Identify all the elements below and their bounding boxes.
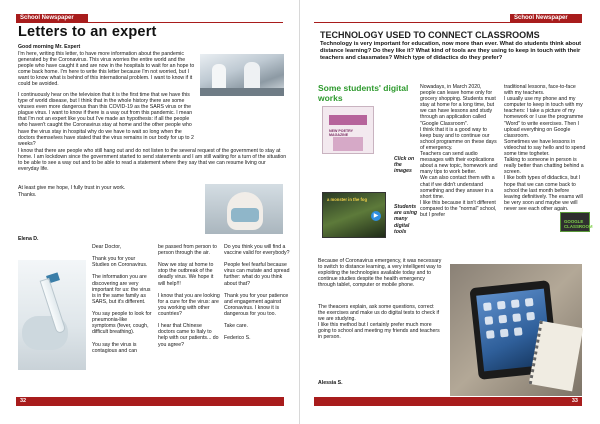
banner-rule: [314, 22, 582, 23]
footer-bar: [314, 397, 582, 406]
bottom-paragraph-2: The theacers explain, ask some questions, correct the exercises and make us do digital tests to check if we are studying. I like this method but I certainly prefer much more going to school and meeting my friends and teachers in person.: [318, 304, 440, 341]
mask-photo: [205, 184, 283, 234]
footer-bar: [16, 397, 284, 406]
letter-paragraph-1: I'm here, writing this letter, to have more information about the pandemic generated by the Coronavirus. This virus worries the entire world and the people who have caught it and are now in the hospitals to wait for an hope to come back home. I'm here to write this letter because I'm not worried, but I want to know what is behind of this international problem. I want to know if it could be avoided.: [18, 51, 195, 88]
page-title: TECHNOLOGY USED TO CONNECT CLASSROOMS: [320, 30, 540, 40]
google-classroom-sticker: [560, 212, 593, 232]
article-column-mid: Nowadays, in March 2020, people can leave home only for grocery shopping. Students must stay at home for a long time, but we can have lessons and study through an application called "Google Classroom". I think that it is a good way to keep busy and to continue our school programme on these days of emergency. Teachers can send audio messages with their explications about a new topic, homework and many tips to work better. We can also contact them with a chat if we didn't understand something and they answer in a short time. I like this because it isn't different compared to the "normal" school, but I prefer: [420, 84, 498, 218]
right-page: [300, 0, 600, 424]
reply-column-2: be passed from person to person through the air. Now we stay at home to stop the outbreak of the deadly virus. We hope it will help!!! I know that you are looking for a cure for the virus: are you working with other countries? I hear that Chinese doctors came to Italy to help with our patients... do you agree?: [158, 244, 220, 348]
page-number: 32: [20, 398, 27, 404]
bottom-paragraph-1: Because of Coronavirus emergency, it was necessary to switch to distance learning, a very intelligent way to exploiting the technologies available today and to continue studies despite the health emergency through tablet, computer or mobile phone.: [318, 258, 442, 289]
game-title: a monster in the fog: [327, 197, 368, 202]
letter-thanks: Thanks.: [18, 192, 37, 198]
digital-works-title: Some students' digital works: [318, 83, 409, 103]
banner-rule: [16, 22, 283, 23]
digital-works-box: [314, 82, 418, 252]
letter-greeting: Good morning Mr. Expert: [18, 44, 81, 50]
letter-paragraph-3: I know that there are people who still hang out and do not listen to the several request of the government to stay at home. I am lockdown since the government started to send statements and I am still waiting for a turn of the situation to be able to see a way out and to be able to read a statement where they say that we can resume living our everyday life.: [18, 148, 287, 173]
lab-photo: [200, 54, 284, 96]
article-column-right: traditional lessons, face-to-face with my teachers. I usually use my phone and my computer to keep in touch with my teachers: I take a picture of my homework or I use the programme "Word" to write exercises. Then I upload everything on Google classroom. Sometimes we have lessons in videochat to say hello and to spend some time togheter. Talking to someone in person is really better than chatting behind a screen. I like both types of didactics, but I hope that we can come back to school the last month before leaving definitively. The exams will be very soon and maybe we will never see each other again.: [504, 84, 586, 212]
newspaper-banner: School Newspaper: [16, 14, 88, 23]
students-caption: Students are using many digital tools: [394, 204, 418, 235]
reply-column-1: Dear Doctor, Thank you for your Studies on Coronavirus. The information you are discovering are very important for us: the virus is in the same family as SARS, but it's different. You say people to look for pneumonia-like symptoms (fever, cough, difficult breathing). You say the virus is contagious and can: [92, 244, 152, 354]
magazine-thumbnail[interactable]: [322, 106, 374, 154]
click-caption: Click on the images: [394, 156, 415, 175]
game-thumbnail[interactable]: [322, 192, 386, 238]
page-number: 33: [571, 398, 578, 404]
magazine-title: NEW POETRY MAGAZINE: [329, 129, 353, 137]
vial-photo: [18, 260, 86, 370]
newspaper-banner: School Newspaper: [510, 14, 582, 23]
article-signature: Alessia S.: [318, 380, 343, 386]
letter-closing: At least give me hope, I fully trust in your work.: [18, 185, 126, 191]
sticker-text: GOOGLE CLASSROOM: [564, 219, 593, 229]
intro-text: Technology is very important for education, now more than ever. What do students think about distance learning? Do they like it? What kind of tools are they using to keep in touch with their teachers and classmates? Which type of didactics do they prefer?: [320, 41, 582, 61]
letter-paragraph-2: I continuously hear on the television that it is the first time that we have this type of world disease, but I think that in the whole history there are some viruses even more dangerous than this COVID-19 as the SARS virus or the plague virus. I want to know if there is a way out from this pandemic. I mean that I'm not an expert like you but I've made an hypothesis: if all the people who haven't caught the Coronavirus stay at home and the other people who have the virus stay in hospital why do we have to wait so long when the doctors themselves have stated that the virus remains in our body for up to 2 weeks?: [18, 92, 194, 147]
page-title: Letters to an expert: [18, 24, 157, 40]
play-icon[interactable]: ▶: [371, 211, 381, 221]
tablet-photo: [450, 264, 582, 396]
letter-signature: Elena D.: [18, 236, 39, 242]
reply-column-3: Do you think you will find a vaccine valid for everybody? People feel fearful because virus can mutate and spread further: what do you think about that? Thank you for your patience and engagement against Coronavirus. I know it is dangerous for you too. Take care. Federico S.: [224, 244, 290, 342]
